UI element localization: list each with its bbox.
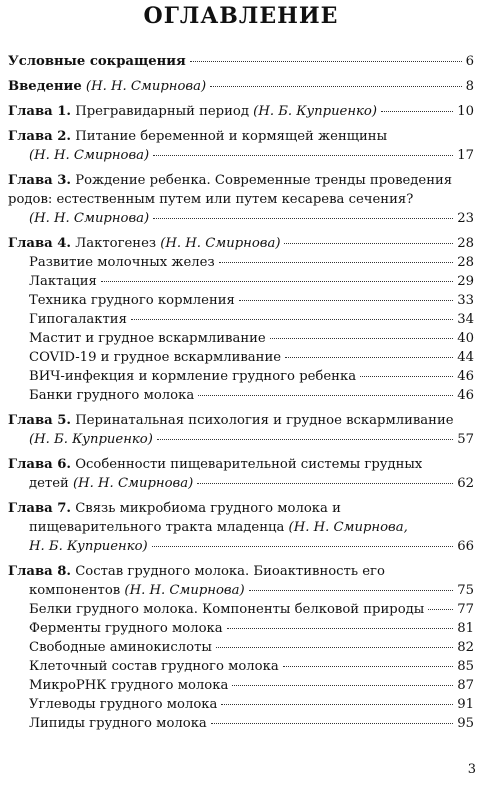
toc-line (8, 171, 474, 190)
toc-entry-text (29, 600, 424, 619)
toc-entry-text (8, 411, 454, 430)
toc-line (8, 234, 474, 253)
entry-title: COVID-19 и грудное вскармливание (29, 350, 282, 365)
dot-leader (360, 376, 453, 377)
toc-line (8, 600, 474, 619)
dot-leader (153, 155, 453, 156)
toc-line (8, 411, 474, 430)
entry-title: Лактогенез (75, 236, 157, 251)
toc-entry-text (8, 102, 377, 121)
toc-entry-text (8, 77, 206, 96)
entry-title: Техника грудного кормления (29, 293, 235, 308)
toc-entry-text (29, 272, 97, 291)
toc-continuation-line (8, 474, 474, 493)
entry-title: МикроРНК грудного молока (29, 678, 229, 693)
toc-entry-text (29, 619, 223, 638)
toc-entry-text (29, 209, 149, 228)
entry-author: (Н. Н. Смирнова) (124, 583, 245, 598)
entry-title: Связь микробиома грудного молока и (75, 501, 341, 516)
entry-title: Свободные аминокислоты (29, 640, 212, 655)
toc-continuation-line (8, 537, 474, 556)
entry-title-cont: компонентов (29, 583, 121, 598)
toc-line (8, 562, 474, 581)
toc-subentry[interactable] (8, 600, 474, 619)
chapter-number: Глава 1. (8, 104, 72, 119)
toc-line (8, 619, 474, 638)
toc-entry[interactable] (8, 499, 474, 556)
entry-page: 23 (457, 211, 474, 226)
toc-line (8, 52, 474, 71)
chapter-number: Глава 7. (8, 501, 72, 516)
entry-author: (Н. Н. Смирнова) (29, 211, 150, 226)
entry-page: 34 (457, 312, 474, 327)
toc-subentry[interactable] (8, 695, 474, 714)
toc-entry-text (29, 348, 281, 367)
toc-entry-text (29, 329, 266, 348)
entry-page: 40 (457, 331, 474, 346)
toc-entry-text (29, 638, 212, 657)
toc-continuation-line (8, 430, 474, 449)
toc-entry-text (8, 127, 387, 146)
entry-page: 8 (465, 79, 474, 94)
chapter-number: Глава 4. (8, 236, 72, 251)
dot-leader (249, 590, 454, 591)
dot-leader (219, 262, 454, 263)
toc-entry-text (29, 146, 149, 165)
toc-line (8, 386, 474, 405)
dot-leader (216, 647, 453, 648)
dot-leader (197, 483, 453, 484)
toc-line (8, 77, 474, 96)
toc-entry-text (29, 695, 217, 714)
entry-title: Клеточный состав грудного молока (29, 659, 279, 674)
toc-line (8, 455, 474, 474)
chapter-number: Глава 8. (8, 564, 72, 579)
entry-title: Белки грудного молока. Компоненты белковой природы (29, 602, 425, 617)
entry-author: (Н. Б. Куприенко) (29, 432, 153, 447)
table-of-contents (8, 46, 474, 733)
dot-leader (198, 395, 453, 396)
entry-title: Питание беременной и кормящей женщины (75, 129, 388, 144)
entry-page: 66 (457, 539, 474, 554)
entry-title: Введение (8, 79, 82, 94)
entry-page: 46 (457, 369, 474, 384)
toc-subentry[interactable] (8, 367, 474, 386)
toc-entry-text (29, 253, 215, 272)
toc-entry[interactable] (8, 52, 474, 71)
toc-line (8, 272, 474, 291)
toc-continuation-line (8, 581, 474, 600)
entry-title: Гипогалактия (29, 312, 127, 327)
toc-continuation-line (8, 190, 474, 209)
entry-title: Углеводы грудного молока (29, 697, 218, 712)
toc-entry[interactable] (8, 455, 474, 493)
page-number: 3 (467, 762, 476, 777)
toc-subentry[interactable] (8, 310, 474, 329)
entry-page: 46 (457, 388, 474, 403)
toc-entry-text (8, 190, 413, 209)
dot-leader (157, 439, 453, 440)
entry-title: Ферменты грудного молока (29, 621, 223, 636)
chapter-number: Глава 3. (8, 173, 72, 188)
entry-page: 82 (457, 640, 474, 655)
toc-line (8, 253, 474, 272)
entry-author: (Н. Н. Смирнова) (160, 236, 281, 251)
toc-line (8, 657, 474, 676)
toc-line (8, 695, 474, 714)
toc-entry-text (8, 52, 186, 71)
toc-entry-text (29, 537, 148, 556)
entry-page: 57 (457, 432, 474, 447)
toc-continuation-line (8, 146, 474, 165)
toc-entry-text (29, 367, 356, 386)
toc-subentry[interactable] (8, 386, 474, 405)
chapter-number: Глава 6. (8, 457, 72, 472)
entry-page: 44 (457, 350, 474, 365)
entry-title: ВИЧ-инфекция и кормление грудного ребенка (29, 369, 357, 384)
toc-entry[interactable] (8, 171, 474, 228)
toc-entry-text (29, 581, 245, 600)
entry-title: Лактация (29, 274, 97, 289)
toc-subentry[interactable] (8, 291, 474, 310)
toc-subentry[interactable] (8, 638, 474, 657)
toc-entry-text (29, 714, 207, 733)
dot-leader (239, 300, 453, 301)
toc-line (8, 714, 474, 733)
toc-entry-text (29, 310, 127, 329)
chapter-number: Глава 2. (8, 129, 72, 144)
toc-line (8, 127, 474, 146)
toc-entry-text (29, 657, 279, 676)
dot-leader (153, 218, 453, 219)
entry-title: Рождение ребенка. Современные тренды проведения (75, 173, 453, 188)
dot-leader (381, 111, 453, 112)
toc-subentry[interactable] (8, 657, 474, 676)
entry-page: 75 (457, 583, 474, 598)
toc-line (8, 638, 474, 657)
entry-page: 10 (457, 104, 474, 119)
entry-page: 29 (457, 274, 474, 289)
toc-continuation-line (8, 518, 474, 537)
toc-entry[interactable] (8, 234, 474, 253)
entry-page: 85 (457, 659, 474, 674)
dot-leader (270, 338, 454, 339)
toc-subentry[interactable] (8, 329, 474, 348)
toc-line (8, 367, 474, 386)
page-title: ОГЛАВЛЕНИЕ (143, 3, 339, 29)
dot-leader (221, 704, 453, 705)
toc-subentry[interactable] (8, 253, 474, 272)
entry-title: Липиды грудного молока (29, 716, 207, 731)
toc-subentry[interactable] (8, 272, 474, 291)
entry-page: 17 (457, 148, 474, 163)
toc-subentry[interactable] (8, 676, 474, 695)
entry-author: Н. Б. Куприенко) (29, 539, 148, 554)
toc-line (8, 291, 474, 310)
entry-page: 77 (457, 602, 474, 617)
entry-page: 28 (457, 255, 474, 270)
toc-line (8, 499, 474, 518)
dot-leader (152, 546, 454, 547)
entry-page: 62 (457, 476, 474, 491)
entry-page: 28 (457, 236, 474, 251)
toc-entry-text (29, 430, 153, 449)
toc-entry-text (29, 291, 235, 310)
entry-title: Развитие молочных желез (29, 255, 215, 270)
toc-entry-text (8, 499, 341, 518)
toc-entry-text (8, 234, 280, 253)
entry-page: 33 (457, 293, 474, 308)
dot-leader (101, 281, 453, 282)
entry-title: Особенности пищеварительной системы грудных (75, 457, 423, 472)
toc-subentry[interactable] (8, 348, 474, 367)
toc-entry[interactable] (8, 411, 474, 449)
dot-leader (285, 357, 453, 358)
entry-title: Условные сокращения (8, 54, 186, 69)
dot-leader (211, 723, 453, 724)
entry-page: 87 (457, 678, 474, 693)
entry-author: (Н. Б. Куприенко) (253, 104, 378, 119)
toc-entry[interactable] (8, 562, 474, 600)
chapter-number: Глава 5. (8, 413, 72, 428)
toc-entry-text (29, 474, 193, 493)
entry-title: Состав грудного молока. Биоактивность его (75, 564, 385, 579)
entry-author: (Н. Н. Смирнова) (73, 476, 194, 491)
dot-leader (428, 609, 453, 610)
toc-subentry[interactable] (8, 714, 474, 733)
entry-title: Банки грудного молока (29, 388, 195, 403)
entry-title: Мастит и грудное вскармливание (29, 331, 266, 346)
entry-author: (Н. Н. Смирнова) (85, 79, 207, 94)
entry-title-cont: родов: естественным путем или путем кесарева сечения? (8, 192, 414, 207)
dot-leader (283, 666, 454, 667)
dot-leader (227, 628, 454, 629)
toc-entry-text (8, 562, 385, 581)
entry-title-cont: пищеварительного тракта младенца (29, 520, 285, 535)
toc-entry-text (29, 676, 228, 695)
dot-leader (284, 243, 453, 244)
toc-entry[interactable] (8, 102, 474, 121)
dot-leader (232, 685, 453, 686)
toc-entry-text (8, 171, 452, 190)
toc-line (8, 676, 474, 695)
toc-entry-text (29, 386, 194, 405)
toc-line (8, 310, 474, 329)
toc-subentry[interactable] (8, 619, 474, 638)
entry-page: 91 (457, 697, 474, 712)
toc-entry-text (29, 518, 408, 537)
entry-title-cont: детей (29, 476, 69, 491)
entry-page: 6 (465, 54, 474, 69)
dot-leader (131, 319, 453, 320)
entry-page: 81 (457, 621, 474, 636)
toc-line (8, 102, 474, 121)
toc-entry[interactable] (8, 127, 474, 165)
toc-entry-text (8, 455, 422, 474)
toc-line (8, 348, 474, 367)
dot-leader (190, 61, 462, 62)
toc-line (8, 329, 474, 348)
entry-title: Перинатальная психология и грудное вскармливание (75, 413, 454, 428)
toc-continuation-line (8, 209, 474, 228)
entry-author: (Н. Н. Смирнова) (29, 148, 150, 163)
toc-entry[interactable] (8, 77, 474, 96)
entry-author: (Н. Н. Смирнова, (288, 520, 408, 535)
dot-leader (210, 86, 462, 87)
entry-title: Прегравидарный период (75, 104, 249, 119)
entry-page: 95 (457, 716, 474, 731)
